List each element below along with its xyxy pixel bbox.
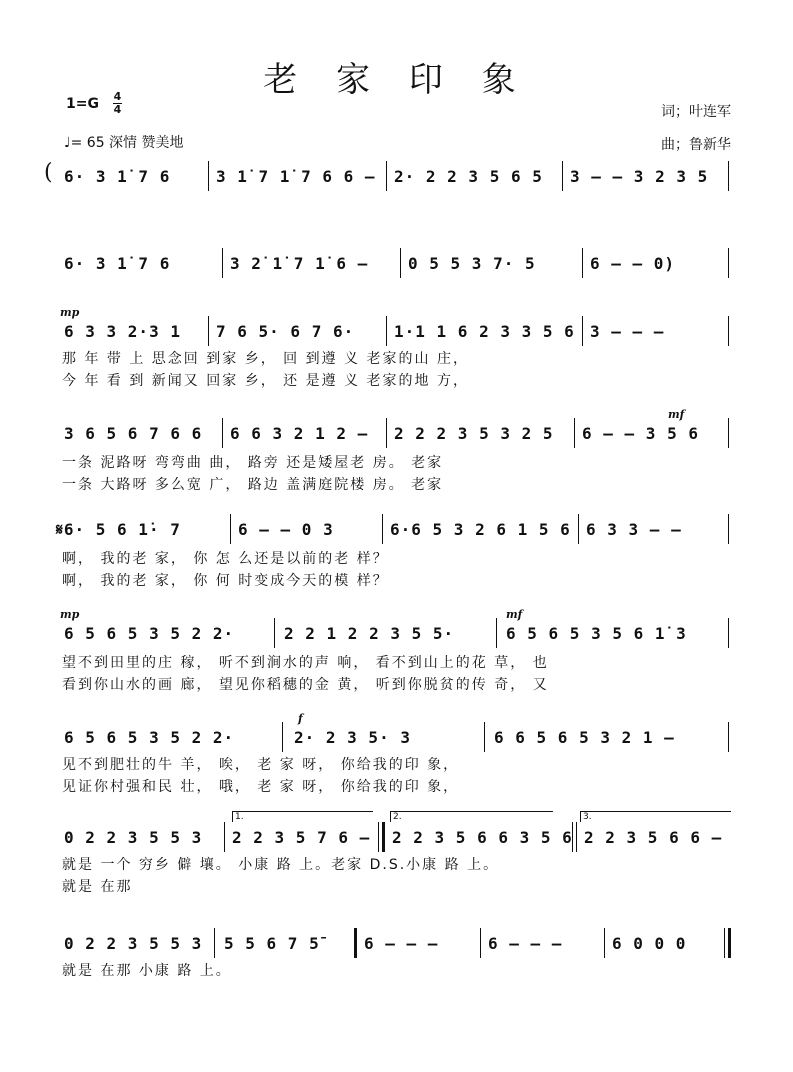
measure: 6 6 3 2 1 2 –: [230, 424, 369, 443]
measure: 6·6 5 3 2 6 1 5 6: [390, 520, 571, 539]
lyric-line: 一条 大路呀 多么宽 广， 路边 盖满庭院楼 房。 老家: [62, 477, 444, 493]
lyricist-credit: 词；叶连军: [661, 104, 731, 120]
time-signature: [113, 91, 122, 116]
measure: 6 – – 0 3: [238, 520, 334, 539]
measure: 0 5 5 3 7· 5: [408, 254, 536, 273]
lyric-line: 看到你山水的画 廊， 望见你稻穗的金 黄， 听到你脱贫的传 奇， 又: [62, 677, 549, 693]
measure: 3 – – –: [590, 322, 665, 341]
measure: 2 2 2 3 5 3 2 5: [394, 424, 554, 443]
score-row-1: [56, 167, 732, 207]
score-row-2: [56, 254, 732, 294]
measure: 2· 2 3 5· 3: [294, 728, 411, 747]
measure: 6 – – –: [364, 934, 439, 953]
lyric-line: 见不到肥壮的牛 羊， 唉， 老 家 呀， 你给我的印 象，: [62, 757, 460, 773]
measure: 2 2 3 5 7 6 –: [232, 828, 371, 847]
measure: 2 2 3 5 6 6 3 5 6: [392, 828, 573, 847]
dynamic-mf: mf: [506, 608, 523, 621]
lyric-line: 啊， 我的老 家， 你 怎 么还是以前的老 样？: [62, 551, 389, 567]
measure: 7 6 5· 6 7 6·: [216, 322, 355, 341]
measure: 2· 2 2 3 5 6 5: [394, 167, 543, 186]
measure: 3 6 5 6 7 6 6: [64, 424, 203, 443]
dynamic-mf: mf: [668, 408, 685, 421]
time-top: 4: [113, 90, 122, 103]
lyric-line: 今 年 看 到 新闻又 回家 乡， 还 是遵 义 老家的地 方，: [62, 373, 469, 389]
tempo-marking: ♩= 65 深情 赞美地: [64, 135, 184, 151]
measure: 2 2 3 5 6 6 –: [584, 828, 723, 847]
key-signature: 1=G: [66, 96, 99, 112]
dynamic-mp: mp: [60, 306, 80, 319]
volta-3: 3.: [580, 811, 731, 822]
lyric-line: 就是 一个 穷乡 僻 壤。 小康 路 上。老家 D.S.小康 路 上。: [62, 857, 500, 873]
measure: 6 5 6 5 3 5 2 2·: [64, 624, 235, 643]
repeat-paren-open: (: [44, 160, 53, 185]
measure: 0 2 2 3 5 5 3: [64, 934, 203, 953]
time-bottom: 4: [113, 103, 122, 116]
volta-2: 2.: [390, 811, 553, 822]
composer-credit: 曲；鲁新华: [661, 137, 731, 153]
measure: 6· 3 1̇ 7 6: [64, 167, 171, 186]
measure: 5 5 6 7 5̄: [224, 934, 320, 953]
measure: 0 2 2 3 5 5 3: [64, 828, 203, 847]
measure: 6 0 0 0: [612, 934, 687, 953]
measure: 6 3 3 – –: [586, 520, 682, 539]
measure: 3 2̇ 1̇ 7 1̇ 6 –: [230, 254, 369, 273]
measure: 3 – – 3 2 3 5: [570, 167, 709, 186]
song-title: 老 家 印 象: [263, 60, 530, 100]
measure: 6 5 6 5 3 5 2 2·: [64, 728, 235, 747]
measure: 3 1̇ 7 1̇ 7 6 6 –: [216, 167, 376, 186]
lyric-line: 望不到田里的庄 稼， 听不到涧水的声 响， 看不到山上的花 草， 也: [62, 655, 549, 671]
measure: 6 – – 3 5 6: [582, 424, 699, 443]
volta-1: 1.: [232, 811, 373, 822]
lyric-line: 就是 在那 小康 路 上。: [62, 963, 232, 979]
measure: 6· 3 1̇ 7 6: [64, 254, 171, 273]
lyric-line: 那 年 带 上 思念回 到家 乡， 回 到遵 义 老家的山 庄，: [62, 351, 469, 367]
measure: 2 2 1 2 2 3 5 5·: [284, 624, 455, 643]
measure: 6 5 6 5 3 5 6 1̇ 3: [506, 624, 687, 643]
dynamic-f: f: [298, 712, 303, 725]
lyric-line: 啊， 我的老 家， 你 何 时变成今天的模 样？: [62, 573, 389, 589]
lyric-line: 一条 泥路呀 弯弯曲 曲， 路旁 还是矮屋老 房。 老家: [62, 455, 444, 471]
measure: 6 6 5 6 5 3 2 1 –: [494, 728, 675, 747]
lyric-line: 就是 在那: [62, 879, 133, 895]
measure: 6 3 3 2·3 1: [64, 322, 181, 341]
measure: 6 – – 0): [590, 254, 676, 273]
measure: 𝄋6· 5 6 1̇· 7: [56, 520, 181, 539]
measure: 6 – – –: [488, 934, 563, 953]
dynamic-mp: mp: [60, 608, 80, 621]
lyric-line: 见证你村强和民 壮， 哦， 老 家 呀， 你给我的印 象，: [62, 779, 460, 795]
measure: 1·1 1 6 2 3 3 5 6: [394, 322, 575, 341]
